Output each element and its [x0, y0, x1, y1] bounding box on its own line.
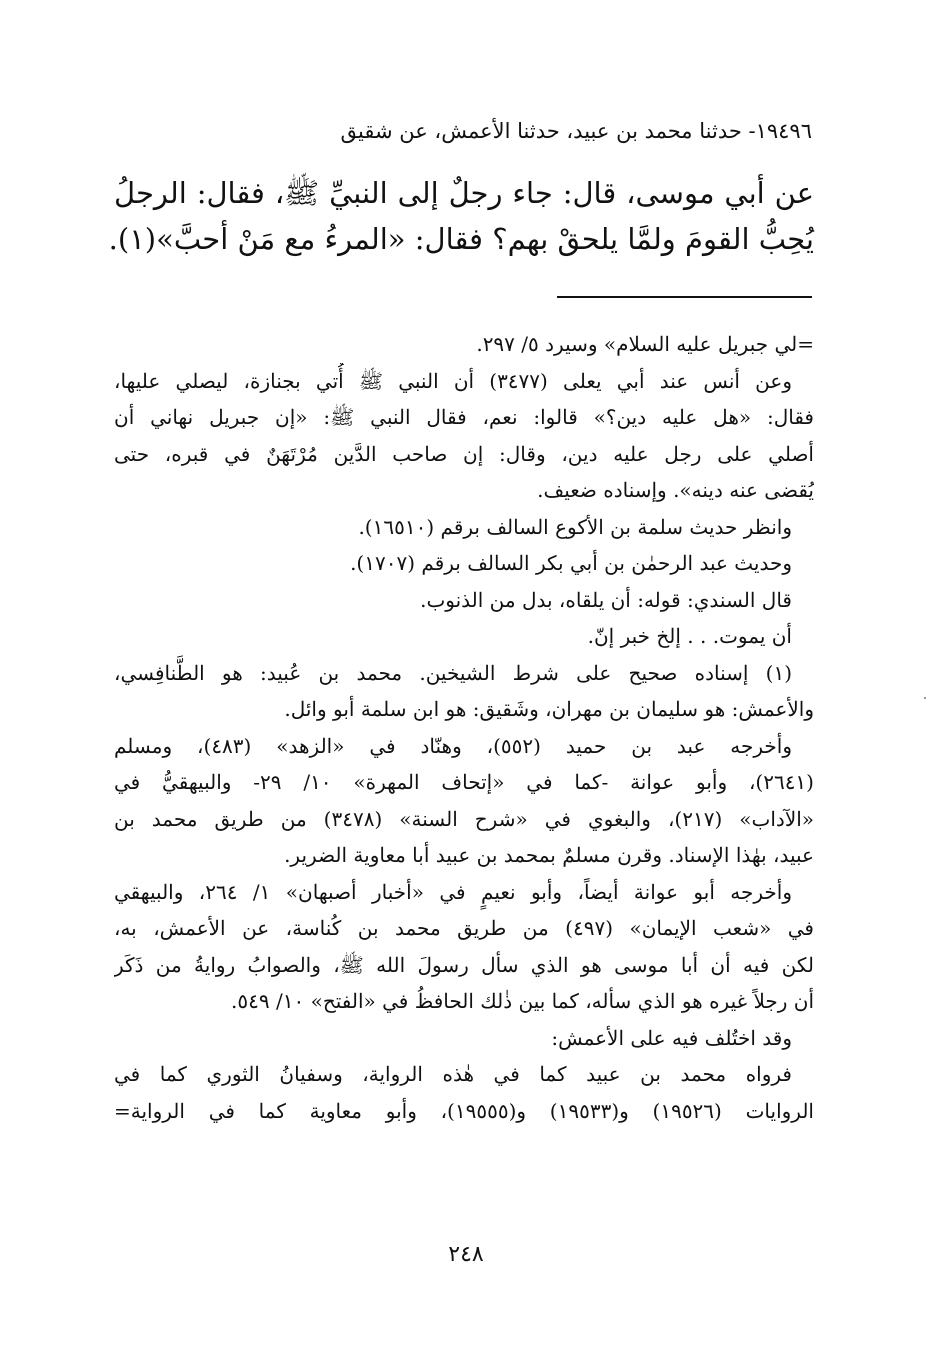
footnote-line: قال السندي: قوله: أن يلقاه، بدل من الذنوب.: [420, 587, 792, 612]
hadith-line: عن أبي موسى، قال: جاء رجلٌ إلى النبيِّ ﷺ، فقال: الرجلُ: [114, 176, 814, 210]
footnote-line: وأخرجه أبو عوانة أيضاً، وأبو نعيمٍ في «أخبار أصبهان» ١/ ٢٦٤، والبيهقي: [114, 879, 792, 904]
footnote-line: عبيد، بهٰذا الإسناد. وقرن مسلمٌ بمحمد بن عبيد أبا معاوية الضرير.: [284, 843, 814, 867]
margin-mark: [924, 697, 926, 699]
footnote-line: وعن أنس عند أبي يعلى (٣٤٧٧) أن النبي ﷺ أُتي بجنازة، ليصلي عليها،: [114, 368, 792, 393]
footnote-line: والأعمش: هو سليمان بن مهران، وشَقيق: هو ابن سلمة أبو وائل.: [284, 697, 814, 721]
footnote-line: وانظر حديث سلمة بن الأكوع السالف برقم (١٦٥١٠).: [358, 514, 792, 539]
footnote-line: أصلي على رجل عليه دين، وقال: إن صاحب الدَّين مُرْتَهَنٌ في قبره، حتى: [114, 441, 814, 466]
footnote-line: وحديث عبد الرحمٰن بن أبي بكر السالف برقم (١٧٠٧).: [350, 551, 792, 575]
footnote-line: أن رجلاً غيره هو الذي سأله، كما بين ذٰلك الحافظُ في «الفتح» ١٠/ ٥٤٩.: [231, 989, 814, 1013]
footnote-line: فقال: «هل عليه دين؟» قالوا: نعم، فقال النبي ﷺ: «إن جبريل نهاني أن: [114, 405, 814, 429]
hadith-text: [108, 170, 814, 262]
footnotes-block: [114, 326, 814, 1129]
footnote-line: في «شعب الإيمان» (٤٩٧) من طريق محمد بن كُناسة، عن الأعمش، به،: [114, 916, 814, 940]
hadith-header: ١٩٤٩٦- حدثنا محمد بن عبيد، حدثنا الأعمش، عن شقيق: [340, 119, 812, 143]
footnote-line: (٢٦٤١)، وأبو عوانة -كما في «إتحاف المهرة» ١٠/ ٢٩- والبيهقيُّ في: [114, 770, 814, 794]
footnote-line: وأخرجه عبد بن حميد (٥٥٢)، وهنّاد في «الزهد» (٤٨٣)، ومسلم: [114, 733, 792, 758]
footnote-line: وقد اختُلف فيه على الأعمش:: [551, 1025, 792, 1050]
footnote-divider: [557, 296, 812, 298]
footnote-line: لكن فيه أن أبا موسى هو الذي سأل رسولَ الله ﷺ، والصوابُ روايةُ من ذَكَر: [114, 952, 814, 977]
footnote-line: الروايات (١٩٥٢٦) و(١٩٥٣٣) و(١٩٥٥٥)، وأبو معاوية كما في الرواية=: [114, 1098, 814, 1123]
footnote-line: فرواه محمد بن عبيد كما في هٰذه الرواية، وسفيانُ الثوري كما في: [114, 1062, 792, 1086]
hadith-line: يُحِبُّ القومَ ولمَّا يلحقْ بهم؟ فقال: «المرءُ مع مَنْ أحبَّ»(١).: [108, 222, 814, 256]
footnote-line: =لي جبريل عليه السلام» وسيرد ٥/ ٢٩٧.: [476, 332, 814, 356]
footnote-line: يُقضى عنه دينه». وإسناده ضعيف.: [537, 478, 814, 502]
footnote-line: أن يموت. . . إلخ خبر إنّ.: [587, 624, 792, 648]
footnote-line: (١) إسناده صحيح على شرط الشيخين. محمد بن عُبيد: هو الطَّنافِسي،: [114, 660, 792, 685]
footnote-line: «الآداب» (٢١٧)، والبغوي في «شرح السنة» (٣٤٧٨) من طريق محمد بن: [114, 806, 814, 831]
page-number: ٢٤٨: [448, 1242, 484, 1267]
